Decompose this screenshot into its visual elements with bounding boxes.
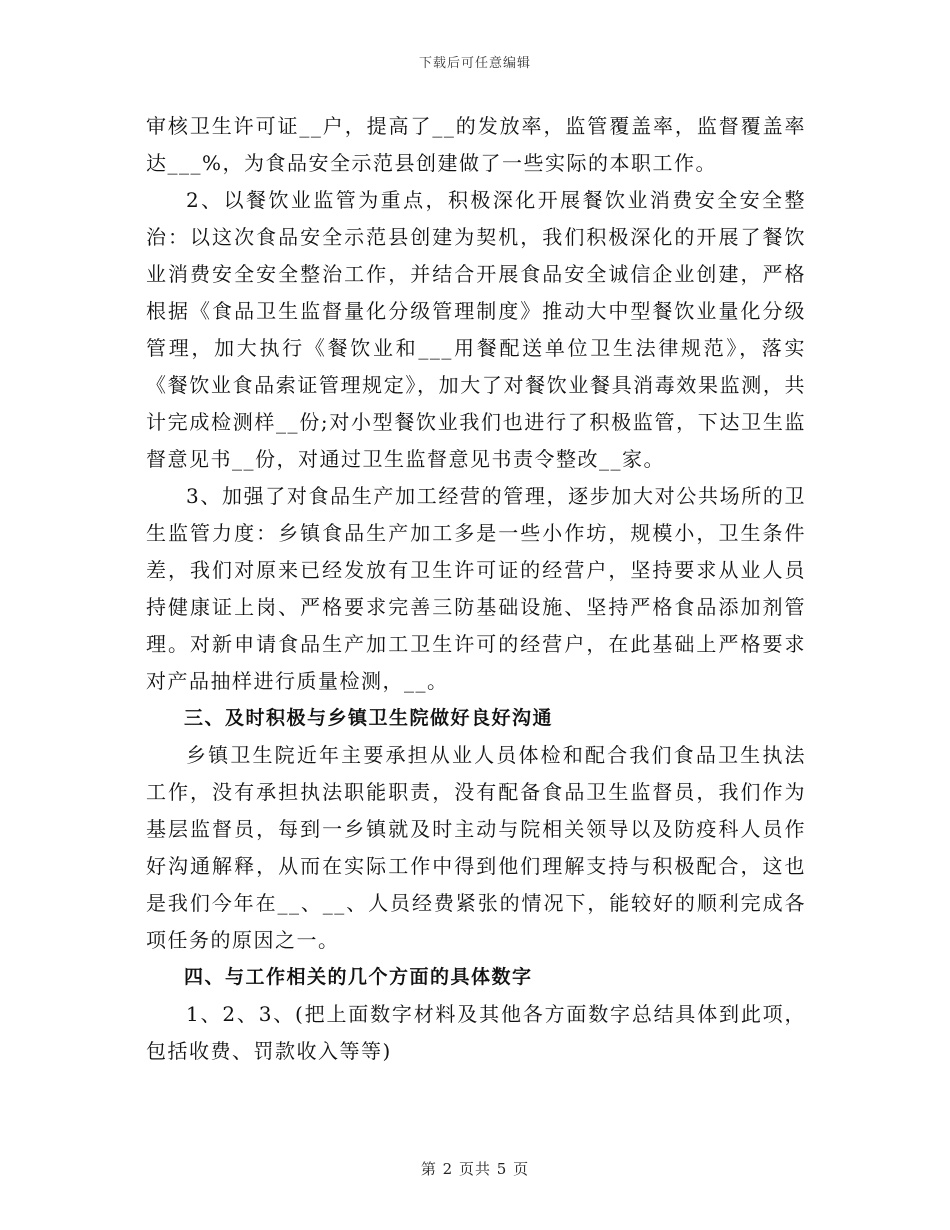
paragraph-item-2: 2、以餐饮业监管为重点，积极深化开展餐饮业消费安全安全整治：以这次食品安全示范县创建为契机，我们积极深化的开展了餐饮业消费安全安全整治工作，并结合开展食品安全诚信企业创建，严格根据《食品卫生监督量化分级管理制度》推动大中型餐饮业量化分级管理，加大执行《餐饮业和___用餐配送单位卫生法律规范》，落实《餐饮业食品索证管理规定》，加大了对餐饮业餐具消毒效果监测，共计完成检测样__份;对小型餐饮业我们也进行了积极监管，下达卫生监督意见书__份，对通过卫生监督意见书责令整改__家。 (146, 188, 806, 471)
section-heading-4: 四、与工作相关的几个方面的具体数字 (184, 966, 533, 988)
section-heading-3: 三、及时积极与乡镇卫生院做好良好沟通 (184, 707, 554, 729)
page-header: 下载后可任意编辑 (418, 56, 531, 71)
page-footer: 第 2 页共 5 页 (420, 1160, 530, 1178)
paragraph-section-4: 1、2、3、(把上面数字材料及其他各方面数字总结具体到此项，包括收费、罚款收入等等) (146, 1002, 806, 1063)
document-body (146, 108, 806, 1070)
paragraph-section-3: 乡镇卫生院近年主要承担从业人员体检和配合我们食品卫生执法工作，没有承担执法职能职责，没有配备食品卫生监督员，我们作为基层监督员，每到一乡镇就及时主动与院相关领导以及防疫科人员作好沟通解释，从而在实际工作中得到他们理解支持与积极配合，这也是我们今年在__、__、人员经费紧张的情况下，能较好的顺利完成各项任务的原因之一。 (146, 743, 806, 952)
paragraph-item-3: 3、加强了对食品生产加工经营的管理，逐步加大对公共场所的卫生监管力度：乡镇食品生产加工多是一些小作坊，规模小，卫生条件差，我们对原来已经发放有卫生许可证的经营户，坚持要求从业人员持健康证上岗、严格要求完善三防基础设施、坚持严格食品添加剂管理。对新申请食品生产加工卫生许可的经营户，在此基础上严格要求对产品抽样进行质量检测，__。 (146, 484, 806, 693)
paragraph-continuation: 审核卫生许可证__户，提高了__的发放率，监管覆盖率，监督覆盖率达___%，为食品安全示范县创建做了一些实际的本职工作。 (146, 114, 806, 175)
